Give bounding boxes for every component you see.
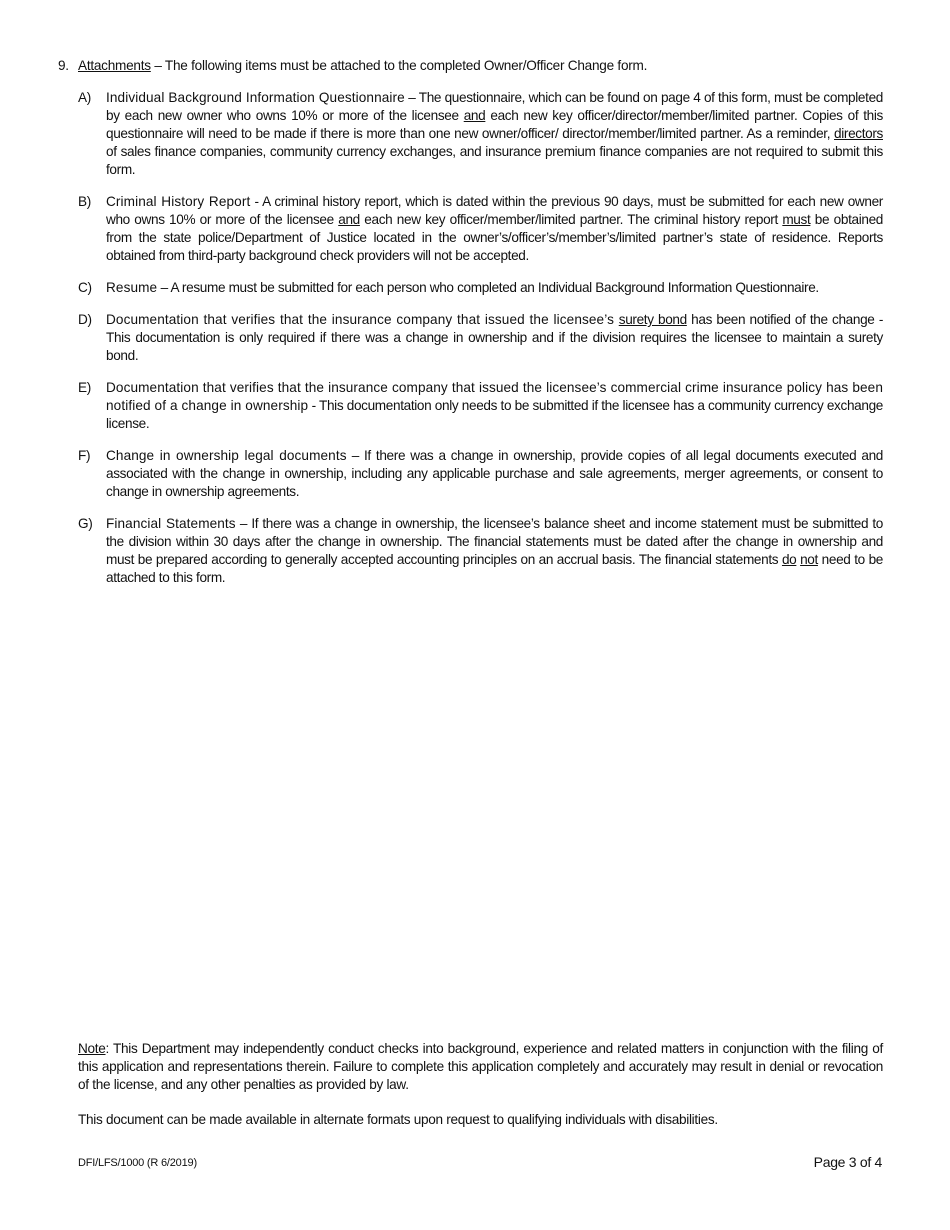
item-text: – If there was a change in ownership, the licensee’s balance sheet and income statement must be submitted to the division within 30 days after the change in ownership. The financial statements must be dated after the change in ownership and must be prepared according to generally accepted accounting principles on an accrual basis. The financial statements (106, 516, 884, 567)
section-title: Attachments (78, 58, 151, 73)
note-text: : This Department may independently conduct checks into background, experience and related matters in conjunction with the filing of this application and representations therein. Failure to complete this application completely and accurately may result in denial or revocation of the license, and any other penalties as provided by law. (78, 1041, 883, 1092)
item-title: Documentation that verifies that the insurance company that issued the licensee’s commercial crime insurance policy has been notified of a change in ownership (106, 380, 883, 413)
page-number: Page 3 of 4 (813, 1154, 882, 1170)
item-letter: C) (78, 280, 92, 295)
item-title: Individual Background Information Questionnaire (106, 90, 405, 105)
note-paragraph (78, 1040, 883, 1094)
attachment-item-e (78, 379, 883, 433)
item-title: Financial Statements (106, 516, 236, 531)
item-letter: E) (78, 380, 91, 395)
attachment-item-c (78, 279, 883, 297)
item-title: Change in ownership legal documents (106, 448, 347, 463)
item-title: Criminal History Report (106, 194, 251, 209)
item-letter: D) (78, 312, 92, 327)
attachment-item-f (78, 447, 883, 501)
item-text: need to be attached to this form. (106, 552, 883, 585)
item-title: Documentation that verifies that the insurance company that issued the licensee’s (106, 312, 619, 327)
item-emphasis: and (463, 108, 486, 123)
item-text: of sales finance companies, community currency exchanges, and insurance premium finance companies are not required to submit this form. (106, 144, 883, 177)
item-emphasis: do (781, 552, 797, 567)
attachment-item-d (78, 311, 883, 365)
item-emphasis: not (800, 552, 818, 567)
attachment-list (78, 89, 883, 601)
form-id: DFI/LFS/1000 (R 6/2019) (78, 1157, 197, 1169)
attachment-item-a (78, 89, 883, 179)
item-letter: F) (78, 448, 91, 463)
item-emphasis: directors (834, 126, 883, 141)
attachment-item-g (78, 515, 883, 587)
item-text: - This documentation only needs to be submitted if the licensee has a community currency exchange license. (106, 398, 883, 431)
item-text: – The questionnaire, which can be found on page 4 of this form, must be completed by each new owner who owns 10% or more of the licensee (106, 90, 883, 123)
item-letter: B) (78, 194, 91, 209)
item-text: each new key officer/member/limited partner. The criminal history report (359, 212, 783, 227)
item-text: be obtained from the state police/Department of Justice located in the owner’s/officer’s/member’s/limited partner’s state of residence. Reports obtained from third-party background check providers will not be accepted. (106, 212, 884, 263)
attachment-item-b (78, 193, 883, 265)
section-number: 9. (58, 58, 69, 73)
item-text: has been notified of the change - This documentation is only required if there was a change in ownership and if the division requires the licensee to maintain a surety bond. (106, 312, 884, 363)
section-intro: – The following items must be attached to the completed Owner/Officer Change form. (150, 58, 648, 73)
item-emphasis: must (782, 212, 811, 227)
item-text: – A resume must be submitted for each person who completed an Individual Background Information Questionnaire. (157, 280, 819, 295)
item-text: – If there was a change in ownership, provide copies of all legal documents executed and associated with the change in ownership, including any applicable purchase and sale agreements, merger agreements, or consent to change in ownership agreements. (106, 448, 883, 499)
item-emphasis: and (338, 212, 360, 227)
accessibility-statement: This document can be made available in alternate formats upon request to qualifying individuals with disabilities. (78, 1112, 718, 1127)
item-letter: A) (78, 90, 91, 105)
item-letter: G) (78, 516, 93, 531)
item-title: Resume (106, 280, 158, 295)
item-text: - A criminal history report, which is dated within the previous 90 days, must be submitted for each new owner who owns 10% or more of the licensee (106, 194, 883, 227)
section-heading (58, 57, 888, 74)
item-text: each new key officer/director/member/limited partner. Copies of this questionnaire will need to be made if there is more than one new owner/officer/ director/member/limited partner. As a reminder, (106, 108, 883, 141)
item-emphasis: surety bond (618, 312, 687, 327)
note-label: Note (78, 1041, 106, 1056)
